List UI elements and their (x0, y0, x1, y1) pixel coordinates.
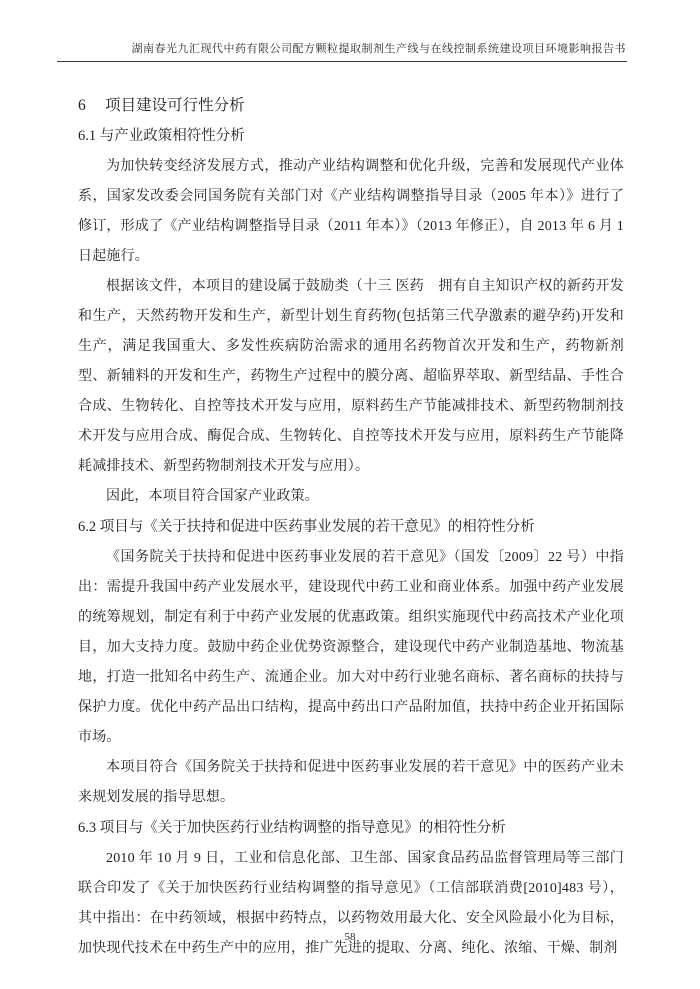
paragraph: 根据该文件，本项目的建设属于鼓励类（十三 医药 拥有自主知识产权的新药开发和生产，天然药物开发和生产，新型计划生育药物(包括第三代孕激素的避孕药)开发和生产，满足我国重大、多发性疾病防治需求的通用名药物首次开发和生产，药物新剂型、新辅料的开发和生产，药物生产过程中的膜分离、超临界萃取、新型结晶、手性合合成、生物转化、自控等技术开发与应用，原料药生产节能减排技术、新型药物制剂技术开发与应用合成、酶促合成、生物转化、自控等技术开发与应用，原料药生产节能降耗减排技术、新型药物制剂技术开发与应用）。 (78, 279, 624, 474)
subsection-heading: 6.1 与产业政策相符性分析 (78, 128, 245, 144)
subsection-heading: 6.2 项目与《关于扶持和促进中医药事业发展的若干意见》的相符性分析 (78, 519, 535, 535)
paragraph: 为加快转变经济发展方式，推动产业结构调整和优化升级，完善和发展现代产业体系，国家发改委会同国务院有关部门对《产业结构调整指导目录（2005 年本）》进行了修订，形成了《产业结构调整指导目录（2011 年本）》（2013 年修正），自 2013 年 6 月 1 日起施行。 (78, 159, 624, 264)
section-heading: 6 项目建设可行性分析 (78, 97, 245, 114)
page-footer (0, 931, 700, 943)
page-number: 58 (344, 931, 356, 943)
paragraph: 本项目符合《国务院关于扶持和促进中医药事业发展的若干意见》中的医药产业未来规划发展的指导思想。 (78, 760, 624, 805)
paragraph: 2010 年 10 月 9 日，工业和信息化部、卫生部、国家食品药品监督管理局等三部门联合印发了《关于加快医药行业结构调整的指导意见》（工信部联消费[2010]483 号），其中指出：在中药领域，根据中药特点，以药物效用最大化、安全风险最小化为目标，加快现代技术在中药生产中的应用，推广先进的提取、分离、纯化、浓缩、干燥、制剂 (78, 851, 624, 956)
subsection-heading: 6.3 项目与《关于加快医药行业结构调整的指导意见》的相符性分析 (78, 820, 506, 836)
paragraph: 《国务院关于扶持和促进中医药事业发展的若干意见》（国发〔2009〕22 号）中指出：需提升我国中药产业发展水平，建设现代中药工业和商业体系。加强中药产业发展的统筹规划，制定有利于中药产业发展的优惠政策。组织实施现代中药高技术产业化项目，加大支持力度。鼓励中药企业优势资源整合，建设现代中药产业制造基地、物流基地，打造一批知名中药生产、流通企业。加大对中药行业驰名商标、著名商标的扶持与保护力度。优化中药产品出口结构，提高中药出口产品附加值，扶持中药企业开拓国际市场。 (78, 550, 624, 745)
running-header-title: 湖南春光九汇现代中药有限公司配方颗粒提取制剂生产线与在线控制系统建设项目环境影响报告书 (131, 43, 626, 55)
page-header (0, 0, 700, 62)
document-body (0, 62, 700, 964)
paragraph: 因此，本项目符合国家产业政策。 (106, 489, 319, 504)
